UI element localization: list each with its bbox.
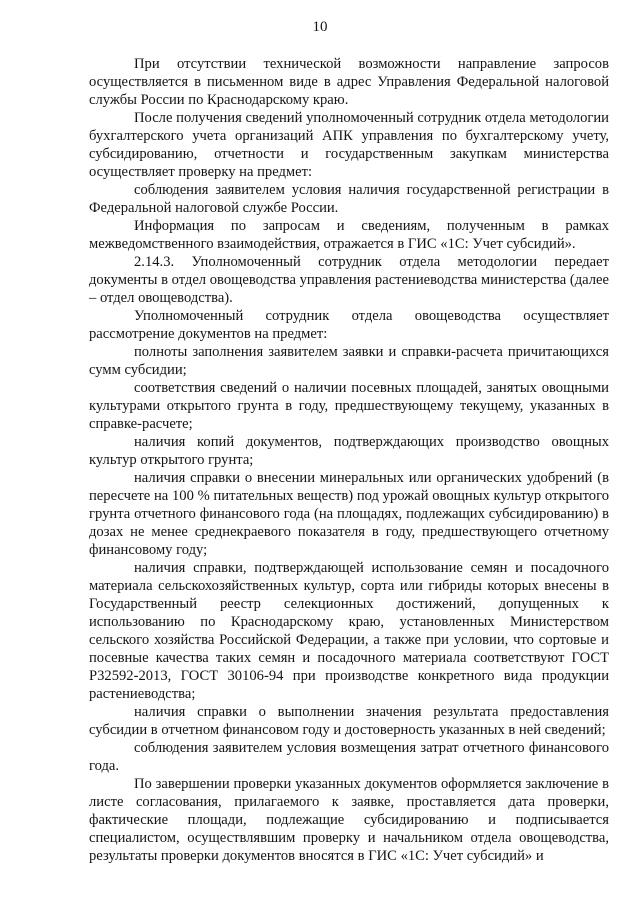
paragraph: При отсутствии технической возможности направление запросов осуществляется в письменном виде в адрес Управления Федеральной налоговой службы России по Краснодарскому краю. xyxy=(89,56,609,108)
paragraph: Уполномоченный сотрудник отдела овощеводства осуществляет рассмотрение документов на предмет: xyxy=(89,308,609,342)
paragraph: Информация по запросам и сведениям, полученным в рамках межведомственного взаимодействия, отражается в ГИС «1С: Учет субсидий». xyxy=(89,218,609,252)
paragraph: полноты заполнения заявителем заявки и справки-расчета причитающихся сумм субсидии; xyxy=(89,344,609,378)
paragraph: наличия справки о внесении минеральных или органических удобрений (в пересчете на 100 % питательных веществ) под урожай овощных культур открытого грунта отчетного финансового года (на площадях, подлежащих субсидированию) в дозах не менее среднекраевого показателя в году, предшествующего отчетному финансовому году; xyxy=(89,470,609,558)
paragraph: 2.14.3. Уполномоченный сотрудник отдела методологии передает документы в отдел овощеводства управления растениеводства министерства (далее – отдел овощеводства). xyxy=(89,254,609,306)
document-body xyxy=(89,55,609,865)
paragraph: наличия справки, подтверждающей использование семян и посадочного материала сельскохозяйственных культур, сорта или гибриды которых внесены в Государственный реестр селекционных достижений, допущенных к использованию по Краснодарскому краю, установленных Министерством сельского хозяйства Российской Федерации, а также при условии, что сортовые и посевные качества таких семян и посадочного материала соответствуют ГОСТ Р32592-2013, ГОСТ 30106-94 при производстве конкретного вида продукции растениеводства; xyxy=(89,560,609,702)
paragraph: соблюдения заявителем условия наличия государственной регистрации в Федеральной налоговой службе России. xyxy=(89,182,609,216)
paragraph: После получения сведений уполномоченный сотрудник отдела методологии бухгалтерского учета организаций АПК управления по бухгалтерскому учету, субсидированию, отчетности и государственным закупкам министерства осуществляет проверку на предмет: xyxy=(89,110,609,180)
paragraph: наличия копий документов, подтверждающих производство овощных культур открытого грунта; xyxy=(89,434,609,468)
paragraph: соблюдения заявителем условия возмещения затрат отчетного финансового года. xyxy=(89,740,609,774)
paragraph: По завершении проверки указанных документов оформляется заключение в листе согласования, прилагаемого к заявке, проставляется дата проверки, фактические площади, подлежащие субсидированию и подписывается специалистом, осуществлявшим проверку и начальником отдела овощеводства, результаты проверки документов вносятся в ГИС «1С: Учет субсидий» и xyxy=(89,776,609,864)
paragraph: соответствия сведений о наличии посевных площадей, занятых овощными культурами открытого грунта в году, предшествующему текущему, указанных в справке-расчете; xyxy=(89,380,609,432)
page-number: 10 xyxy=(312,19,328,35)
paragraph: наличия справки о выполнении значения результата предоставления субсидии в отчетном финансовом году и достоверность указанных в ней сведений; xyxy=(89,704,609,738)
